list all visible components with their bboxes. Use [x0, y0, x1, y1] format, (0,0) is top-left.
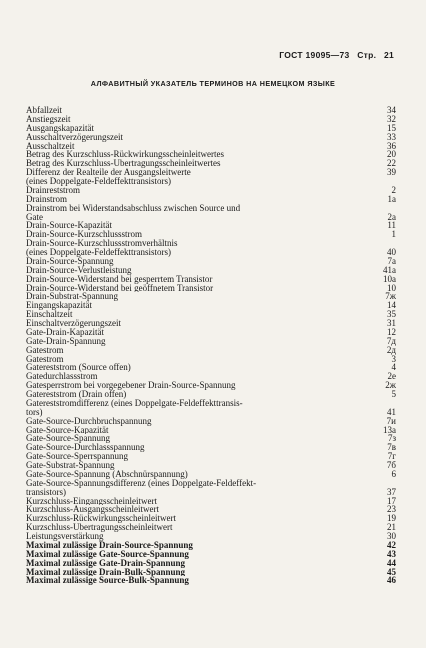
index-term: Ausgangskapazität: [26, 123, 94, 133]
index-entry: [26, 168, 398, 177]
index-term: Drain-Source-Kapazität: [26, 221, 112, 231]
index-entry: [26, 239, 398, 248]
index-number: 5: [391, 389, 396, 399]
index-entry: [26, 408, 398, 417]
index-entry: [26, 576, 398, 585]
index-number: 14: [387, 300, 396, 311]
index-number: 7з: [387, 433, 396, 444]
index-entry: [26, 363, 398, 372]
index-entry: [26, 142, 398, 151]
index-term: Gate-Substrat-Spannung: [26, 461, 115, 470]
index-number: 22: [387, 158, 396, 169]
index-number: 7и: [386, 415, 396, 426]
index-entry: [26, 319, 398, 328]
index-entry: [26, 452, 398, 461]
index-number: 41: [387, 406, 396, 417]
index-number: 7в: [387, 442, 396, 453]
index-number: 41а: [383, 264, 396, 275]
index-number: 6: [391, 468, 396, 479]
index-entry: [26, 381, 398, 390]
index-number: 13а: [383, 424, 396, 435]
index-entry: [26, 177, 398, 186]
index-term: Gatesperrstrom bei vorgegebener Drain-Source-Spannung: [26, 381, 236, 390]
index-number: 37: [387, 486, 396, 497]
index-entry: [26, 399, 398, 408]
index-term: Maximal zulässige Gate-Drain-Spannung: [26, 558, 186, 568]
index-entry: [26, 133, 398, 142]
index-entry: [26, 337, 398, 346]
index-term: Betrag des Kurzschluss-Übertragungsscheinleitwertes: [26, 159, 221, 169]
index-entry: [26, 221, 398, 230]
index-entry: [26, 372, 398, 381]
index-number: 36: [387, 140, 396, 151]
index-number: 7г: [387, 451, 396, 462]
index-number: 10а: [383, 273, 396, 284]
index-entry: [26, 532, 398, 541]
index-term: Gatestrom: [26, 345, 64, 355]
index-entry: [26, 284, 398, 293]
index-number: 40: [387, 247, 396, 257]
index-entry: [26, 195, 398, 204]
index-term: Gatereststromdifferenz (eines Doppelgate-Feldeffekttransis-: [26, 398, 243, 408]
index-number: 45: [387, 566, 396, 577]
index-number: 15: [387, 122, 396, 133]
index-entry: [26, 497, 398, 506]
index-term: Kurzschluss-Übertragungsscheinleitwert: [26, 523, 173, 532]
index-entry: [26, 426, 398, 435]
index-entry: [26, 390, 398, 399]
index-term: Gatereststrom (Source offen): [26, 363, 131, 373]
index-number: 21: [387, 522, 396, 533]
index-term: Maximal zulässige Drain-Source-Spannung: [26, 540, 193, 550]
index-number: 2а: [387, 211, 396, 222]
index-term: Gate-Source-Spannung (Abschnürspannung): [26, 469, 188, 479]
index-term: Drain-Source-Kurzschlussstromverhältnis: [26, 239, 178, 248]
index-term: Gate: [26, 212, 43, 222]
index-entry: [26, 417, 398, 426]
index-term: Gatestrom: [26, 354, 64, 364]
index-number: 1а: [387, 193, 396, 204]
index-entry: [26, 266, 398, 275]
index-term: Gate-Source-Durchlassspannung: [26, 443, 145, 453]
index-number: 20: [387, 149, 396, 160]
index-number: 44: [387, 557, 396, 568]
index-entry: [26, 470, 398, 479]
index-term: Kurzschluss-Eingangsscheinleitwert: [26, 496, 157, 506]
index-entry: [26, 248, 398, 257]
index-number: 42: [387, 539, 396, 550]
index-term: Drain-Substrat-Spannung: [26, 292, 118, 302]
index-term: Drainstrom bei Widerstandsabschluss zwischen Source und: [26, 203, 241, 213]
index-term: Maximal zulässige Source-Bulk-Spannung: [26, 576, 189, 586]
index-number: 12: [387, 326, 396, 337]
index-term: Drain-Source-Kurzschlussstrom: [26, 230, 142, 240]
index-entry: [26, 355, 398, 364]
index-term: Gate-Drain-Kapazität: [26, 327, 104, 337]
index-entry: [26, 115, 398, 124]
index-term: Gate-Source-Kapazität: [26, 425, 109, 435]
index-number: 33: [387, 131, 396, 142]
index-term: Drain-Source-Widerstand bei geöffnetem Transistor: [26, 283, 214, 293]
index-term: Einschaltzeit: [26, 310, 73, 319]
index-term: Differenz der Realteile der Ausgangsleitwerte: [26, 168, 191, 177]
term-index-list: [26, 106, 398, 585]
index-number: 34: [387, 105, 396, 115]
index-term: Betrag des Kurzschluss-Rückwirkungsscheinleitwertes: [26, 150, 224, 160]
index-term: Gatedurchlassstrom: [26, 372, 98, 382]
index-entry: [26, 559, 398, 568]
index-term: Maximal zulässige Drain-Bulk-Spannung: [26, 567, 186, 577]
index-number: 2д: [386, 344, 396, 355]
index-entry: [26, 275, 398, 284]
index-entry: [26, 213, 398, 222]
index-term: Maximal zulässige Gate-Source-Spannung: [26, 549, 189, 559]
index-number: 2ж: [385, 380, 396, 391]
index-term: Kurzschluss-Rückwirkungsscheinleitwert: [26, 514, 176, 524]
index-term: Eingangskapazität: [26, 301, 92, 311]
index-number: 2: [391, 184, 396, 195]
page-number: 21: [383, 50, 394, 60]
index-entry: [26, 541, 398, 550]
index-number: 39: [387, 167, 396, 178]
index-term: transistors): [26, 487, 66, 497]
index-number: 43: [387, 548, 396, 559]
index-title: АЛФАВИТНЫЙ УКАЗАТЕЛЬ ТЕРМИНОВ НА НЕМЕЦКОМ ЯЗЫКЕ: [90, 79, 336, 88]
index-number: 4: [391, 362, 396, 373]
index-entry: [26, 479, 398, 488]
index-entry: [26, 230, 398, 239]
index-entry: [26, 461, 398, 470]
index-number: 3: [391, 353, 396, 364]
index-term: (eines Doppelgate-Feldeffekttransistors): [26, 248, 172, 257]
index-term: Gate-Drain-Spannung: [26, 336, 106, 346]
index-entry: [26, 301, 398, 310]
index-number: 32: [387, 113, 396, 124]
index-entry: [26, 257, 398, 266]
index-entry: [26, 150, 398, 159]
index-number: 46: [387, 575, 396, 586]
index-number: 7д: [386, 335, 396, 346]
index-term: Ausschaltverzögerungszeit: [26, 132, 123, 142]
index-term: Leistungsverstärkung: [26, 532, 104, 541]
index-term: Drainstrom: [26, 194, 67, 204]
index-number: 7а: [387, 255, 396, 266]
index-entry: [26, 514, 398, 523]
index-number: 23: [387, 504, 396, 515]
index-number: 31: [387, 318, 396, 328]
index-term: Gate-Source-Spannung: [26, 434, 110, 444]
index-entry: [26, 443, 398, 452]
index-number: 17: [387, 495, 396, 506]
index-entry: [26, 204, 398, 213]
index-term: Gate-Source-Durchbruchspannung: [26, 416, 152, 426]
index-term: tors): [26, 407, 43, 417]
index-number: 10: [387, 282, 396, 293]
index-term: Drain-Source-Widerstand bei gesperrtem Transistor: [26, 274, 213, 284]
index-term: Abfallzeit: [26, 106, 62, 115]
index-entry: [26, 434, 398, 443]
index-entry: [26, 523, 398, 532]
index-term: Drain-Source-Verlustleistung: [26, 265, 132, 275]
page-label: Стр.: [357, 50, 377, 60]
index-entry: [26, 106, 398, 115]
index-entry: [26, 568, 398, 577]
index-term: (eines Doppelgate-Feldeffekttransistors): [26, 177, 172, 186]
index-term: Gate-Source-Spannungsdifferenz (eines Doppelgate-Feldeffekt-: [26, 478, 257, 488]
index-entry: [26, 550, 398, 559]
index-term: Gatereststrom (Drain offen): [26, 390, 127, 399]
index-number: 2е: [387, 371, 396, 382]
index-entry: [26, 124, 398, 133]
page-header: [274, 50, 394, 60]
standard-number: ГОСТ 19095—73: [279, 50, 350, 60]
index-number: 1: [391, 229, 396, 240]
index-entry: [26, 292, 398, 301]
index-number: 7ж: [385, 291, 396, 302]
index-term: Ausschaltzeit: [26, 141, 75, 151]
index-term: Einschaltverzögerungszeit: [26, 319, 121, 328]
index-term: Kurzschluss-Ausgangsscheinleitwert: [26, 505, 159, 515]
index-entry: [26, 346, 398, 355]
index-number: 19: [387, 513, 396, 524]
index-entry: [26, 488, 398, 497]
index-entry: [26, 159, 398, 168]
index-term: Drain-Source-Spannung: [26, 256, 114, 266]
index-number: 35: [387, 309, 396, 320]
index-number: 7б: [386, 460, 396, 470]
index-entry: [26, 186, 398, 195]
index-number: 30: [387, 531, 396, 541]
index-number: 11: [387, 220, 396, 231]
index-entry: [26, 310, 398, 319]
index-term: Gate-Source-Sperrspannung: [26, 452, 128, 461]
index-entry: [26, 328, 398, 337]
index-term: Anstiegszeit: [26, 114, 71, 124]
index-entry: [26, 505, 398, 514]
index-term: Drainreststrom: [26, 185, 80, 195]
